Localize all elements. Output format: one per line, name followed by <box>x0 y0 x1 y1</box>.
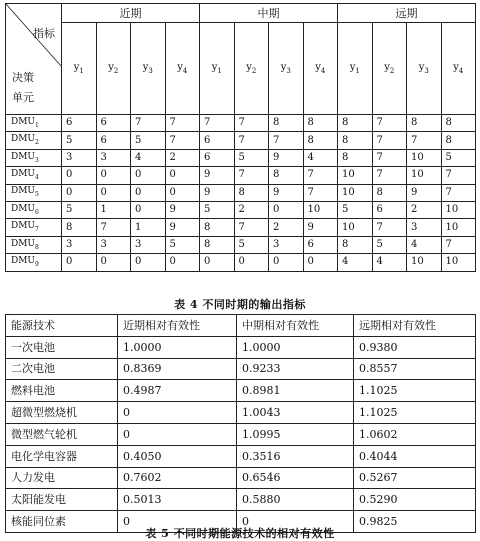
dmu-name: DMU <box>11 238 36 249</box>
dmu-subscript: 2 <box>35 138 39 146</box>
value-cell: 0 <box>131 167 166 184</box>
value-cell: 8 <box>200 236 235 253</box>
technology-cell: 超微型燃烧机 <box>6 402 118 424</box>
value-cell: 0 <box>96 184 131 201</box>
value-cell: 5 <box>441 149 476 166</box>
value-cell: 8 <box>62 219 97 236</box>
efficiency-cell: 1.0602 <box>354 423 476 445</box>
efficiency-cell: 1.0000 <box>237 336 354 358</box>
indicator-header <box>234 23 269 115</box>
value-cell: 7 <box>234 132 269 149</box>
value-cell: 10 <box>407 254 442 271</box>
value-cell: 4 <box>407 236 442 253</box>
value-cell: 6 <box>96 132 131 149</box>
value-cell: 3 <box>62 236 97 253</box>
value-cell: 8 <box>407 115 442 132</box>
table-row <box>6 423 476 445</box>
dmu-name: DMU <box>11 168 36 179</box>
value-cell: 5 <box>234 236 269 253</box>
value-cell: 10 <box>407 149 442 166</box>
value-cell: 7 <box>372 167 407 184</box>
table-row <box>6 445 476 467</box>
indicator-subscript: 2 <box>251 66 257 75</box>
efficiency-cell: 0.4044 <box>354 445 476 467</box>
value-cell: 9 <box>269 149 304 166</box>
value-cell: 10 <box>303 201 338 218</box>
column-header: 近期相对有效性 <box>118 315 237 337</box>
value-cell: 0 <box>165 254 200 271</box>
indicator-header <box>338 23 373 115</box>
relative-efficiency-table <box>5 314 476 533</box>
dmu-name: DMU <box>11 203 36 214</box>
header-row <box>6 315 476 337</box>
efficiency-cell: 0.9233 <box>237 358 354 380</box>
table4-caption: 表 4 不同时期的输出指标 <box>174 298 306 311</box>
efficiency-cell: 0.9380 <box>354 336 476 358</box>
value-cell: 10 <box>441 201 476 218</box>
dmu-cell <box>6 132 62 149</box>
dmu-cell <box>6 184 62 201</box>
value-cell: 4 <box>372 254 407 271</box>
indicator-subscript: 3 <box>148 66 153 75</box>
indicator-header <box>200 23 235 115</box>
value-cell: 1 <box>96 201 131 218</box>
indicator-letter: y <box>246 61 252 73</box>
efficiency-cell: 0.4050 <box>118 445 237 467</box>
indicator-header <box>269 23 304 115</box>
table-row <box>6 336 476 358</box>
indicator-letter: y <box>453 61 459 73</box>
value-cell: 7 <box>303 184 338 201</box>
value-cell: 5 <box>338 201 373 218</box>
table-row <box>6 219 476 236</box>
dmu-name: DMU <box>11 221 36 232</box>
column-header: 能源技术 <box>6 315 118 337</box>
indicator-subscript: 1 <box>79 66 84 75</box>
value-cell: 10 <box>338 184 373 201</box>
value-cell: 0 <box>96 254 131 271</box>
value-cell: 0 <box>62 167 97 184</box>
indicator-letter: y <box>280 61 287 73</box>
indicator-letter: y <box>211 61 218 73</box>
value-cell: 8 <box>200 219 235 236</box>
efficiency-cell: 0.8981 <box>237 380 354 402</box>
efficiency-cell: 0 <box>118 423 237 445</box>
table-row <box>6 358 476 380</box>
value-cell: 8 <box>441 132 476 149</box>
value-cell: 7 <box>165 115 200 132</box>
efficiency-cell: 0 <box>237 511 354 533</box>
efficiency-cell: 0 <box>118 511 237 533</box>
table-row <box>6 115 476 132</box>
indicator-letter: y <box>73 61 80 73</box>
indicator-letter: y <box>384 61 390 73</box>
indicator-header <box>165 23 200 115</box>
value-cell: 0 <box>131 184 166 201</box>
value-cell: 9 <box>165 201 200 218</box>
value-cell: 7 <box>96 219 131 236</box>
value-cell: 7 <box>303 167 338 184</box>
value-cell: 0 <box>165 184 200 201</box>
technology-cell: 二次电池 <box>6 358 118 380</box>
value-cell: 8 <box>441 115 476 132</box>
value-cell: 9 <box>165 219 200 236</box>
indicator-subscript: 1 <box>355 66 360 75</box>
efficiency-cell: 1.1025 <box>354 402 476 424</box>
corner-unit-label: 单元 <box>12 91 34 104</box>
value-cell: 8 <box>234 184 269 201</box>
value-cell: 6 <box>200 132 235 149</box>
value-cell: 5 <box>62 132 97 149</box>
table-row <box>6 167 476 184</box>
efficiency-cell: 0.8369 <box>118 358 237 380</box>
value-cell: 8 <box>303 115 338 132</box>
value-cell: 10 <box>441 219 476 236</box>
value-cell: 8 <box>338 115 373 132</box>
value-cell: 2 <box>407 201 442 218</box>
value-cell: 0 <box>62 254 97 271</box>
value-cell: 6 <box>96 115 131 132</box>
value-cell: 0 <box>62 184 97 201</box>
value-cell: 7 <box>131 115 166 132</box>
indicator-letter: y <box>108 61 114 73</box>
value-cell: 0 <box>269 201 304 218</box>
period-header: 近期 <box>62 4 200 23</box>
corner-header-cell <box>6 4 62 115</box>
indicator-header <box>372 23 407 115</box>
indicator-header <box>407 23 442 115</box>
value-cell: 8 <box>269 115 304 132</box>
dmu-name: DMU <box>11 116 36 127</box>
indicator-header-row <box>6 23 476 115</box>
value-cell: 3 <box>269 236 304 253</box>
value-cell: 10 <box>441 254 476 271</box>
corner-decision-label: 决策 <box>12 71 34 84</box>
value-cell: 9 <box>407 184 442 201</box>
value-cell: 4 <box>131 149 166 166</box>
value-cell: 3 <box>96 149 131 166</box>
value-cell: 6 <box>200 149 235 166</box>
value-cell: 7 <box>372 219 407 236</box>
indicator-letter: y <box>418 61 425 73</box>
value-cell: 3 <box>131 236 166 253</box>
indicator-subscript: 4 <box>182 66 188 75</box>
efficiency-cell: 0 <box>118 402 237 424</box>
value-cell: 7 <box>407 132 442 149</box>
indicator-subscript: 3 <box>424 66 429 75</box>
value-cell: 6 <box>62 115 97 132</box>
indicator-header <box>62 23 97 115</box>
value-cell: 6 <box>303 236 338 253</box>
efficiency-cell: 0.5267 <box>354 467 476 489</box>
efficiency-cell: 0.5290 <box>354 489 476 511</box>
dmu-name: DMU <box>11 134 36 145</box>
dmu-name: DMU <box>11 255 36 266</box>
technology-cell: 核能同位素 <box>6 511 118 533</box>
value-cell: 3 <box>62 149 97 166</box>
value-cell: 5 <box>372 236 407 253</box>
value-cell: 7 <box>269 132 304 149</box>
dmu-subscript: 6 <box>35 208 39 216</box>
indicator-header <box>131 23 166 115</box>
dmu-subscript: 8 <box>35 243 39 251</box>
efficiency-cell: 1.1025 <box>354 380 476 402</box>
table-row <box>6 467 476 489</box>
efficiency-cell: 0.3516 <box>237 445 354 467</box>
dmu-cell <box>6 167 62 184</box>
value-cell: 6 <box>372 201 407 218</box>
value-cell: 10 <box>338 219 373 236</box>
value-cell: 4 <box>303 149 338 166</box>
value-cell: 8 <box>338 236 373 253</box>
value-cell: 7 <box>234 219 269 236</box>
technology-cell: 微型燃气轮机 <box>6 423 118 445</box>
value-cell: 7 <box>372 132 407 149</box>
table-row <box>6 489 476 511</box>
efficiency-cell: 0.6546 <box>237 467 354 489</box>
indicator-letter: y <box>315 61 321 73</box>
column-header: 远期相对有效性 <box>354 315 476 337</box>
efficiency-cell: 0.9825 <box>354 511 476 533</box>
table-row <box>6 380 476 402</box>
value-cell: 9 <box>269 184 304 201</box>
value-cell: 5 <box>131 132 166 149</box>
indicator-subscript: 2 <box>389 66 395 75</box>
value-cell: 4 <box>338 254 373 271</box>
efficiency-cell: 0.5013 <box>118 489 237 511</box>
value-cell: 7 <box>441 167 476 184</box>
dmu-cell <box>6 236 62 253</box>
value-cell: 7 <box>234 115 269 132</box>
value-cell: 0 <box>303 254 338 271</box>
indicator-subscript: 2 <box>113 66 119 75</box>
value-cell: 7 <box>441 236 476 253</box>
efficiency-cell: 1.0995 <box>237 423 354 445</box>
value-cell: 8 <box>338 132 373 149</box>
dmu-cell <box>6 115 62 132</box>
value-cell: 9 <box>200 167 235 184</box>
value-cell: 8 <box>269 167 304 184</box>
technology-cell: 一次电池 <box>6 336 118 358</box>
value-cell: 5 <box>165 236 200 253</box>
value-cell: 7 <box>441 184 476 201</box>
indicator-letter: y <box>177 61 183 73</box>
value-cell: 5 <box>62 201 97 218</box>
value-cell: 0 <box>200 254 235 271</box>
value-cell: 7 <box>372 115 407 132</box>
dmu-subscript: 7 <box>35 225 39 233</box>
indicator-letter: y <box>142 61 149 73</box>
value-cell: 8 <box>303 132 338 149</box>
indicator-subscript: 1 <box>217 66 222 75</box>
indicator-header <box>303 23 338 115</box>
value-cell: 8 <box>338 149 373 166</box>
value-cell: 0 <box>131 254 166 271</box>
dmu-subscript: 1 <box>35 121 39 129</box>
table-row <box>6 184 476 201</box>
value-cell: 10 <box>338 167 373 184</box>
dmu-subscript: 3 <box>35 156 39 164</box>
value-cell: 0 <box>96 167 131 184</box>
efficiency-cell: 1.0043 <box>237 402 354 424</box>
indicator-subscript: 3 <box>286 66 291 75</box>
period-header: 远期 <box>338 4 476 23</box>
indicator-letter: y <box>349 61 356 73</box>
table-row <box>6 236 476 253</box>
value-cell: 0 <box>131 201 166 218</box>
value-cell: 7 <box>234 167 269 184</box>
value-cell: 5 <box>234 149 269 166</box>
value-cell: 8 <box>372 184 407 201</box>
period-header-row <box>6 4 476 23</box>
output-indicators-table <box>5 3 476 272</box>
table-row <box>6 149 476 166</box>
technology-cell: 燃料电池 <box>6 380 118 402</box>
value-cell: 9 <box>200 184 235 201</box>
column-header: 中期相对有效性 <box>237 315 354 337</box>
indicator-subscript: 4 <box>458 66 464 75</box>
indicator-subscript: 4 <box>320 66 326 75</box>
value-cell: 3 <box>407 219 442 236</box>
indicator-header <box>441 23 476 115</box>
dmu-name: DMU <box>11 186 36 197</box>
efficiency-cell: 0.4987 <box>118 380 237 402</box>
dmu-subscript: 5 <box>35 191 39 199</box>
dmu-cell <box>6 201 62 218</box>
value-cell: 10 <box>407 167 442 184</box>
value-cell: 7 <box>372 149 407 166</box>
value-cell: 0 <box>234 254 269 271</box>
value-cell: 2 <box>165 149 200 166</box>
period-header: 中期 <box>200 4 338 23</box>
value-cell: 0 <box>165 167 200 184</box>
value-cell: 9 <box>303 219 338 236</box>
value-cell: 5 <box>200 201 235 218</box>
value-cell: 1 <box>131 219 166 236</box>
value-cell: 3 <box>96 236 131 253</box>
technology-cell: 电化学电容器 <box>6 445 118 467</box>
dmu-name: DMU <box>11 151 36 162</box>
efficiency-cell: 0.5880 <box>237 489 354 511</box>
efficiency-cell: 0.8557 <box>354 358 476 380</box>
table-row <box>6 132 476 149</box>
dmu-cell <box>6 219 62 236</box>
corner-index-label: 指标 <box>33 27 55 40</box>
table-row <box>6 254 476 271</box>
value-cell: 2 <box>269 219 304 236</box>
indicator-header <box>96 23 131 115</box>
dmu-subscript: 9 <box>35 260 39 268</box>
value-cell: 0 <box>269 254 304 271</box>
table5-caption: 表 5 不同时期能源技术的相对有效性 <box>145 527 335 540</box>
value-cell: 2 <box>234 201 269 218</box>
efficiency-cell: 1.0000 <box>118 336 237 358</box>
technology-cell: 人力发电 <box>6 467 118 489</box>
dmu-cell <box>6 149 62 166</box>
value-cell: 7 <box>165 132 200 149</box>
table-row <box>6 402 476 424</box>
table-row <box>6 201 476 218</box>
value-cell: 7 <box>200 115 235 132</box>
efficiency-cell: 0.7602 <box>118 467 237 489</box>
technology-cell: 太阳能发电 <box>6 489 118 511</box>
dmu-cell <box>6 254 62 271</box>
dmu-subscript: 4 <box>35 173 39 181</box>
